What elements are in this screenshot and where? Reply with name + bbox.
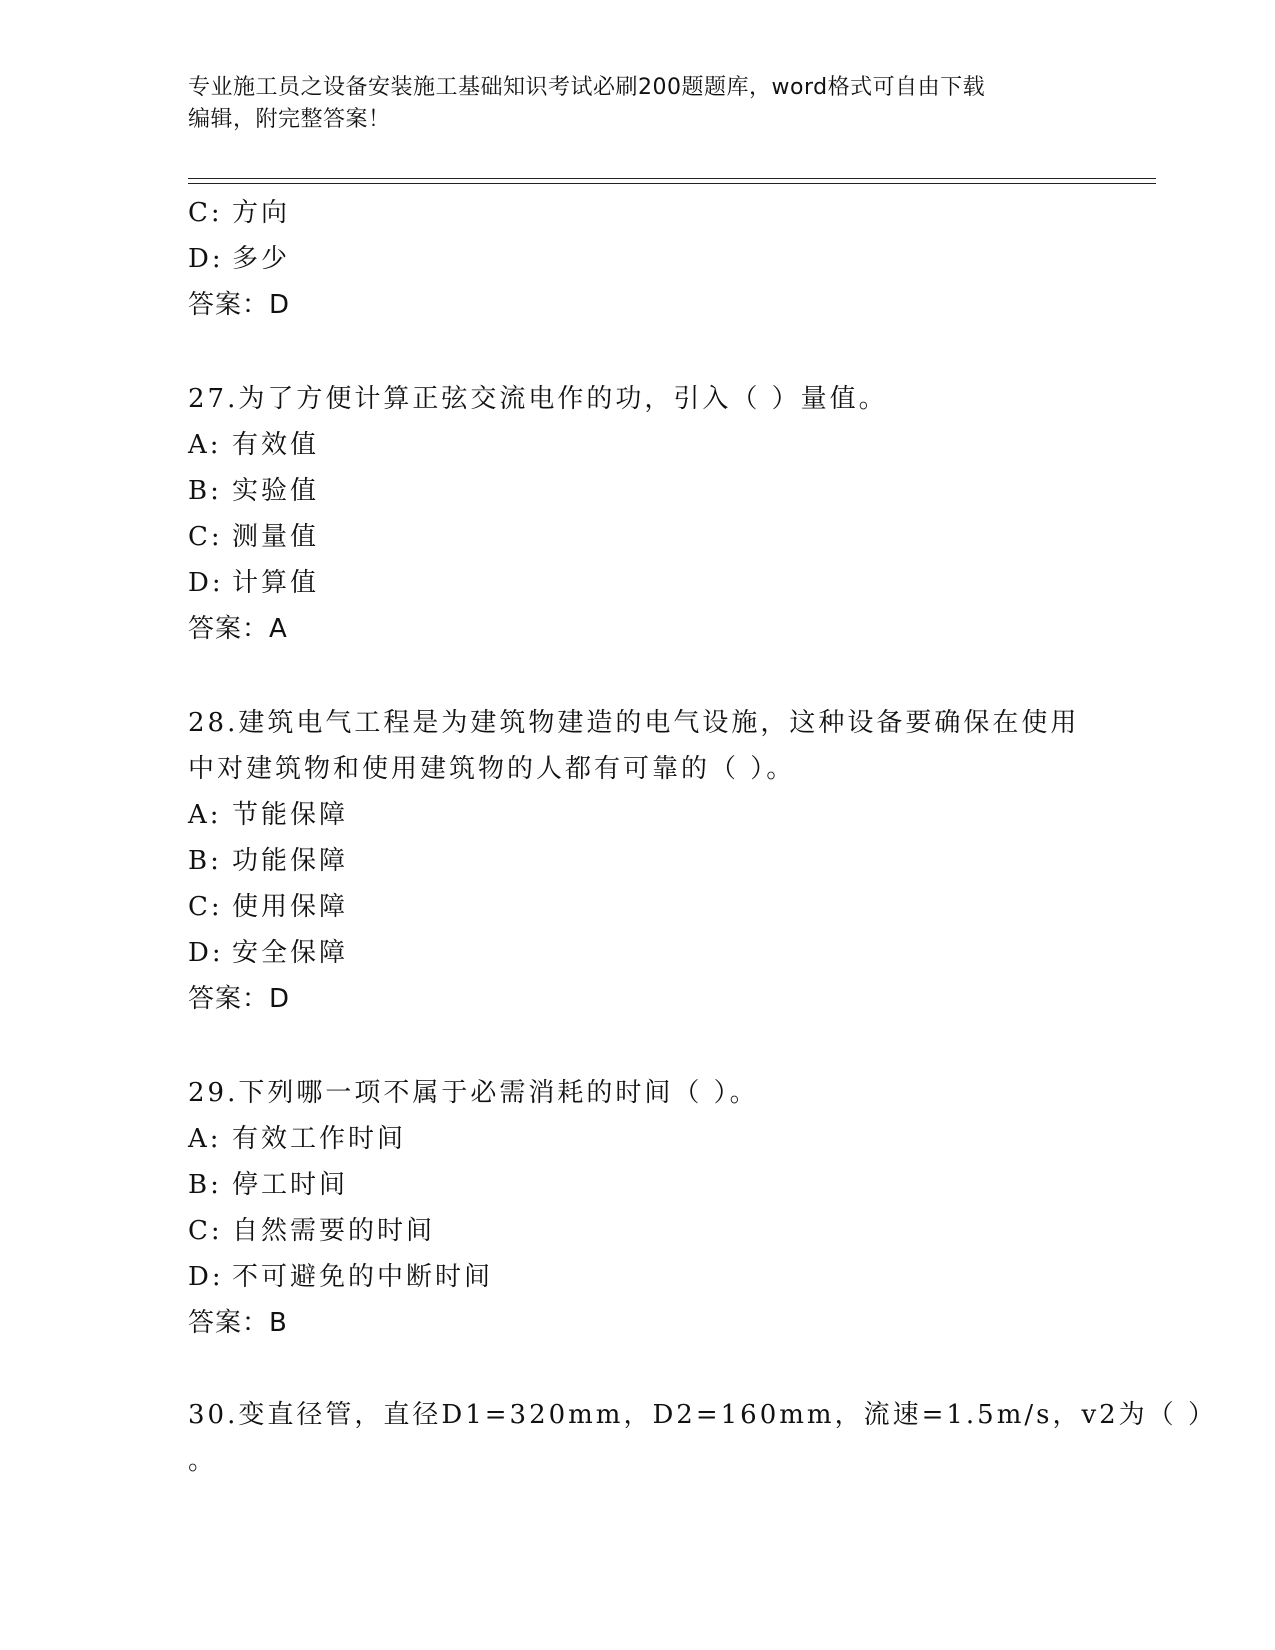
option-letter: D: [188,938,224,968]
option-letter: D: [188,568,224,598]
option-d [188,930,1148,976]
option-letter: A: [188,800,222,830]
option-letter: D: [188,244,224,274]
option-letter: C: [188,198,223,228]
option-letter: A: [188,1124,222,1154]
option-d [188,1254,1148,1300]
option-c [188,190,1148,236]
option-letter: C: [188,1216,223,1246]
option-d [188,560,1148,606]
option-letter: C: [188,892,223,922]
option-b [188,468,1148,514]
option-text: 方向 [232,198,291,228]
question-stem-line-1: 28.建筑电气工程是为建筑物建造的电气设施，这种设备要确保在使用 [188,708,1080,738]
question-stem-line-2: 中对建筑物和使用建筑物的人都有可靠的（ ）。 [188,754,796,784]
question-stem: 27.为了方便计算正弦交流电作的功，引入（ ）量值。 [188,384,888,414]
answer-line: 答案：B [188,1308,288,1338]
document-header [188,72,1088,136]
answer-line: 答案：D [188,984,291,1014]
option-text: 多少 [232,244,291,274]
question-list [188,190,1217,1484]
option-text: 停工时间 [232,1170,349,1200]
option-letter: B: [188,846,222,876]
question-29 [188,1070,1148,1346]
option-a [188,792,1148,838]
option-text: 不可避免的中断时间 [232,1262,494,1292]
question-28 [188,700,1148,1022]
question-26-continuation [188,190,1148,328]
option-c [188,884,1148,930]
option-text: 测量值 [232,522,320,552]
option-c [188,1208,1148,1254]
option-b [188,838,1148,884]
header-title-line-1: 专业施工员之设备安装施工基础知识考试必刷200题题库，word格式可自由下载 [188,75,986,100]
option-text: 使用保障 [232,892,349,922]
question-27 [188,376,1148,652]
option-letter: B: [188,1170,222,1200]
option-text: 计算值 [232,568,320,598]
option-d [188,236,1148,282]
option-a [188,422,1148,468]
option-text: 安全保障 [232,938,349,968]
option-letter: A: [188,430,222,460]
question-stem: 29.下列哪一项不属于必需消耗的时间（ ）。 [188,1078,759,1108]
option-text: 有效工作时间 [232,1124,407,1154]
option-c [188,514,1148,560]
option-text: 有效值 [232,430,320,460]
option-text: 功能保障 [232,846,349,876]
option-text: 自然需要的时间 [232,1216,436,1246]
option-a [188,1116,1148,1162]
answer-line: 答案：A [188,614,288,644]
header-divider-bottom [188,183,1156,184]
question-stem-line-1: 30.变直径管，直径D1=320mm，D2=160mm，流速=1.5m/s，v2为（ ） [188,1400,1217,1430]
header-title-line-2: 编辑，附完整答案！ [188,107,391,132]
header-divider-top [188,178,1156,179]
option-letter: B: [188,476,222,506]
option-text: 节能保障 [232,800,349,830]
option-b [188,1162,1148,1208]
answer-line: 答案：D [188,290,291,320]
option-letter: D: [188,1262,224,1292]
option-letter: C: [188,522,223,552]
question-stem-line-2: 。 [188,1446,218,1476]
question-30 [188,1392,1217,1484]
option-text: 实验值 [232,476,320,506]
